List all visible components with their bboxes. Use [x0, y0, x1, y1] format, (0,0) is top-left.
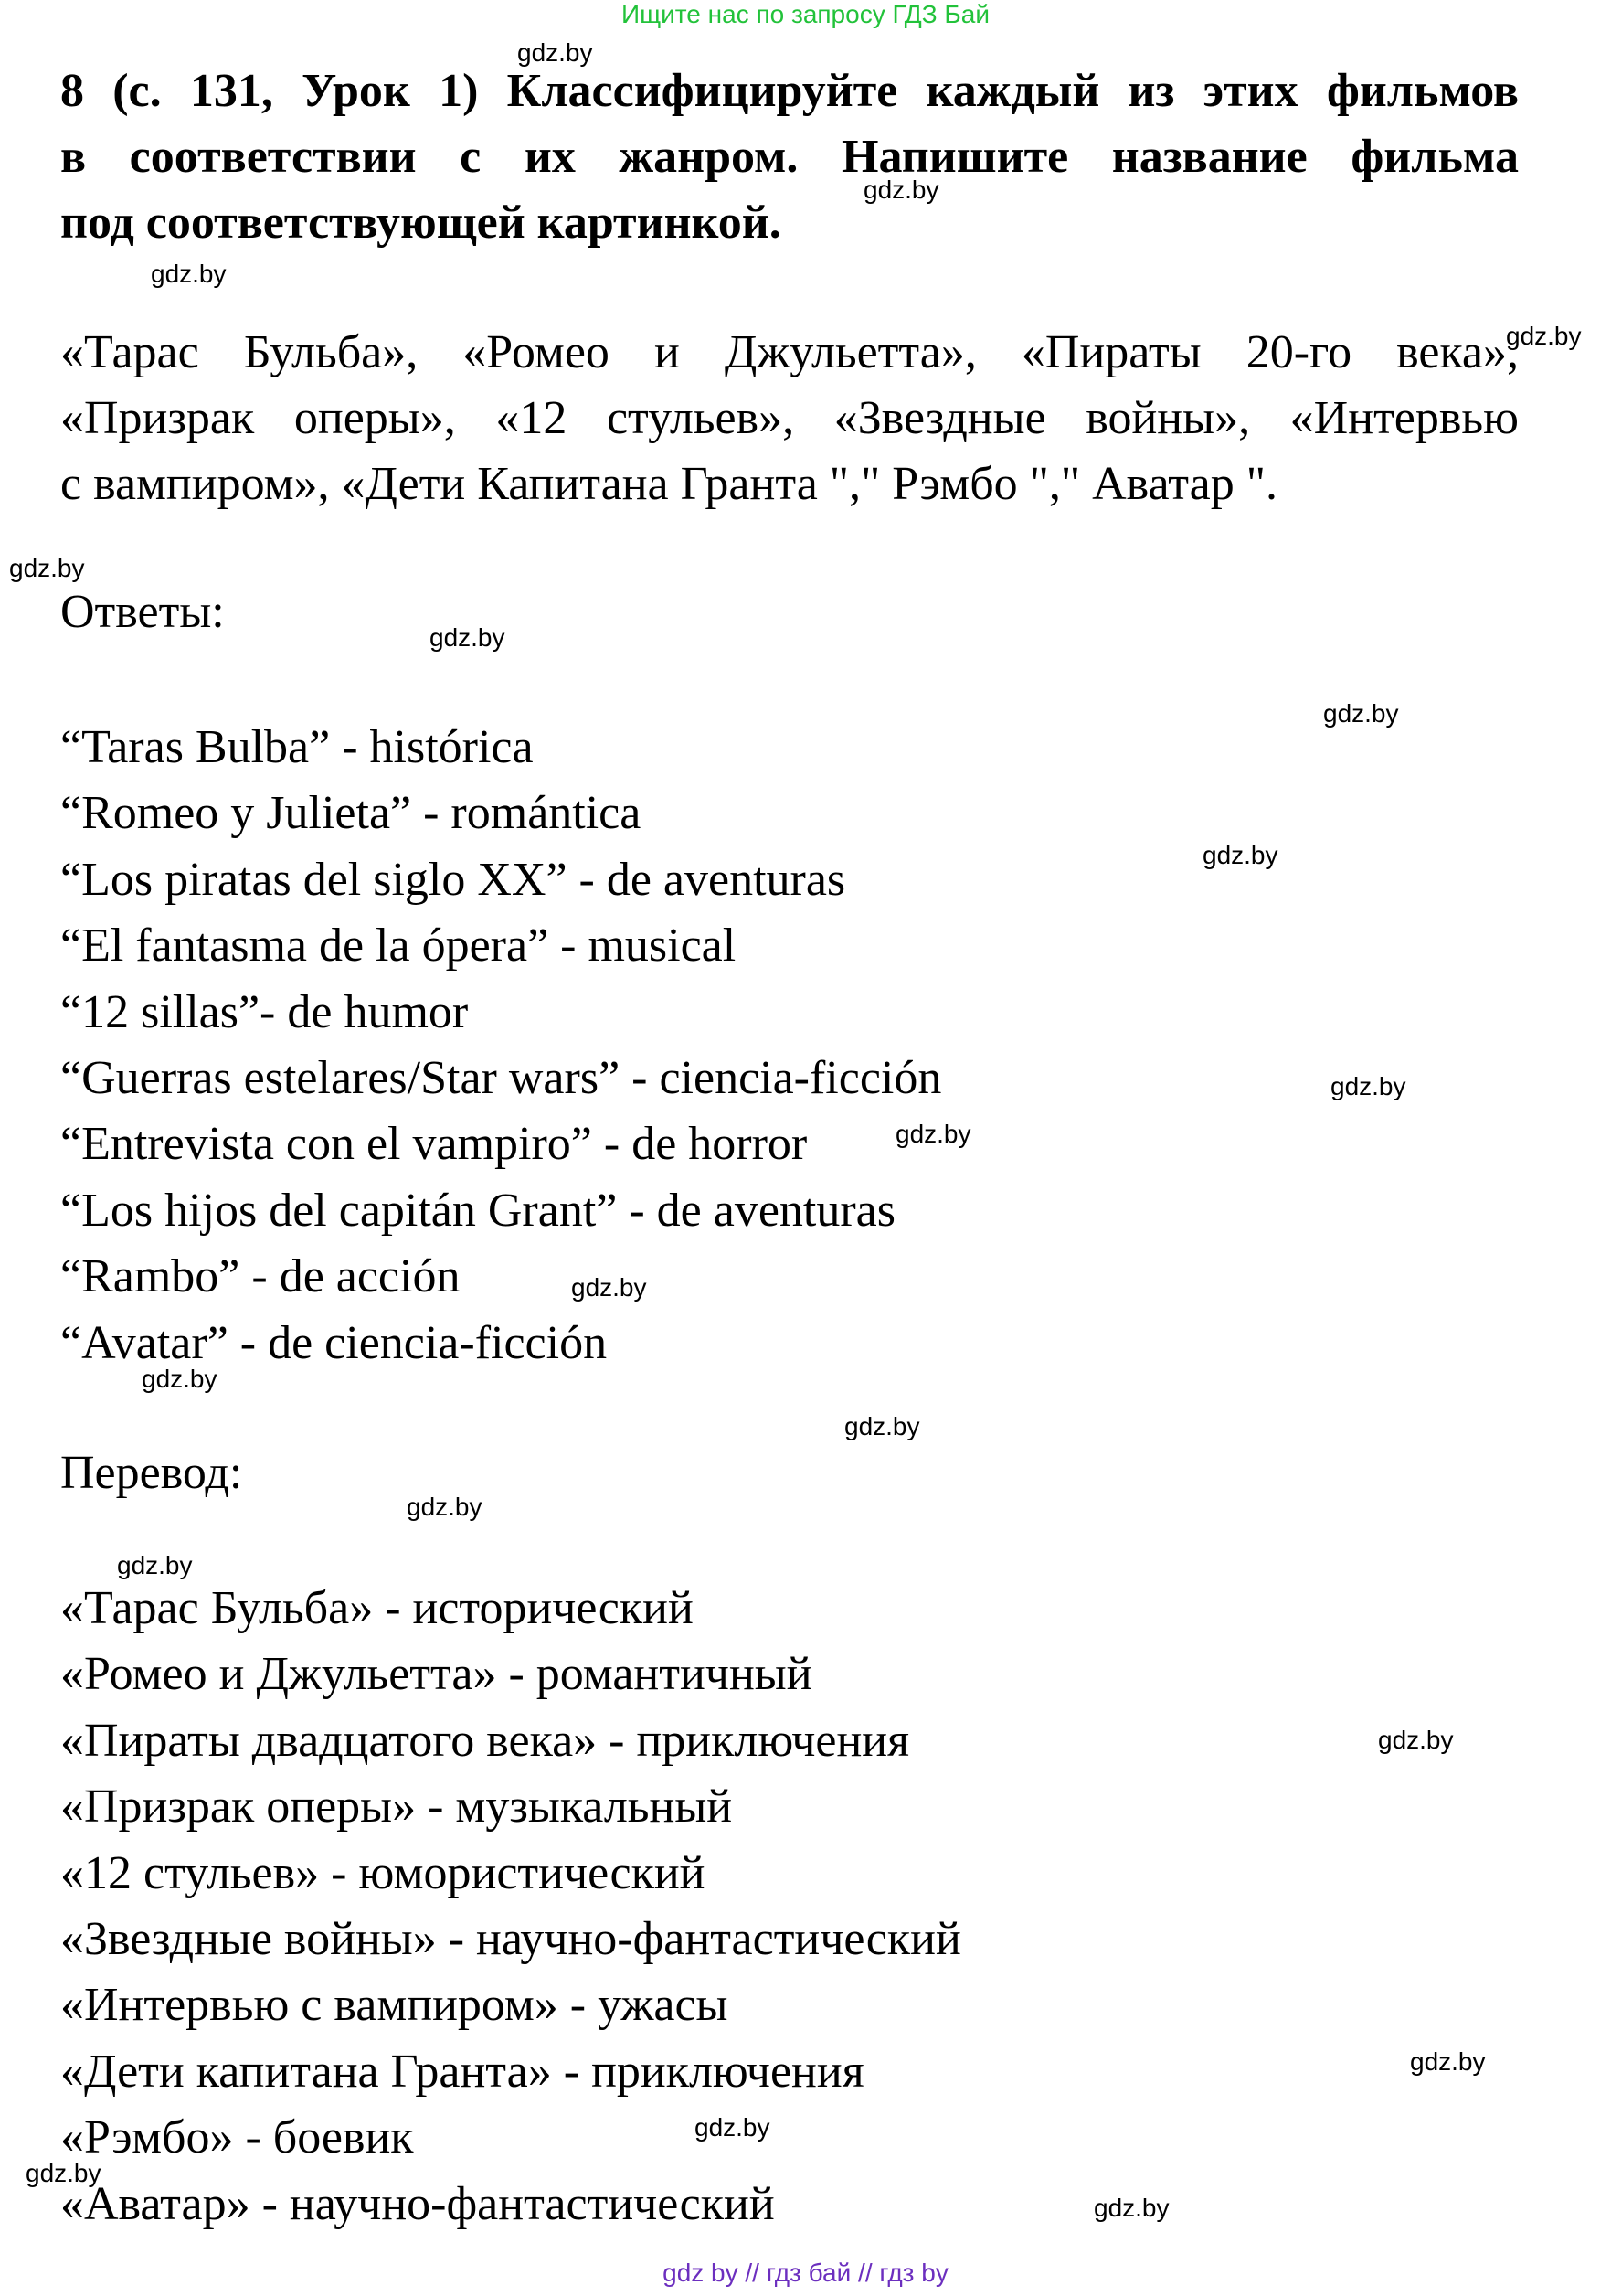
watermark: gdz.by	[1410, 2047, 1486, 2076]
answer-item: “Avatar” - de ciencia-ficción	[60, 1316, 608, 1369]
watermark: gdz.by	[117, 1551, 193, 1579]
film-list-line: с вампиром», «Дети Капитана Гранта "," Рэмбо "," Аватар ".	[60, 458, 1277, 510]
answer-item: “Romeo y Julieta” - romántica	[60, 787, 641, 840]
watermark: gdz.by	[142, 1365, 217, 1393]
watermark: gdz.by	[1323, 699, 1399, 728]
watermark: gdz.by	[1378, 1726, 1454, 1754]
answer-item: “Los hijos del capitán Grant” - de aventuras	[60, 1184, 896, 1237]
watermark: gdz.by	[1330, 1072, 1406, 1100]
watermark: gdz.by	[864, 175, 939, 204]
footer-links: gdz by // гдз бай // гдз by	[662, 2259, 949, 2287]
watermark: gdz.by	[571, 1273, 647, 1302]
search-banner: Ищите нас по запросу ГДЗ Бай	[620, 0, 991, 28]
watermark: gdz.by	[9, 554, 85, 582]
translation-item: «Ромео и Джульетта» - романтичный	[60, 1648, 812, 1701]
task-line: в соответствии с их жанром. Напишите название фильма	[60, 131, 1519, 183]
task-line: под соответствующей картинкой.	[60, 197, 781, 249]
translation-list	[60, 1576, 961, 2238]
translation-item: «Дети капитана Гранта» - приключения	[60, 2045, 864, 2098]
task-statement	[60, 58, 1519, 256]
translation-item: «Тарас Бульба» - исторический	[60, 1582, 694, 1634]
task-line: 8 (с. 131, Урок 1) Классифицируйте каждый из этих фильмов	[60, 65, 1519, 117]
answer-item: “El fantasma de la ópera” - musical	[60, 919, 737, 973]
answers-list	[60, 715, 941, 1377]
answer-item: “Rambo” - de acción	[60, 1250, 461, 1303]
answer-item: “Taras Bulba” - histórica	[60, 721, 534, 773]
translation-heading: Перевод:	[60, 1447, 243, 1499]
answer-item: “Entrevista con el vampiro” - de horror	[60, 1118, 808, 1171]
watermark: gdz.by	[517, 38, 593, 67]
film-list	[60, 320, 1519, 517]
watermark: gdz.by	[1094, 2194, 1170, 2222]
translation-item: «Рэмбо» - боевик	[60, 2111, 414, 2164]
watermark: gdz.by	[26, 2159, 101, 2187]
watermark: gdz.by	[1506, 322, 1582, 350]
answers-heading: Ответы:	[60, 586, 225, 638]
watermark: gdz.by	[407, 1493, 482, 1521]
translation-item: «Призрак оперы» - музыкальный	[60, 1780, 733, 1834]
watermark: gdz.by	[151, 260, 227, 288]
answer-item: “Los piratas del siglo XX” - de aventuras	[60, 853, 846, 906]
watermark: gdz.by	[896, 1120, 971, 1148]
watermark: gdz.by	[694, 2113, 770, 2142]
film-list-line: «Тарас Бульба», «Ромео и Джульетта», «Пираты 20-го века»,	[60, 326, 1519, 378]
translation-item: «Интервью с вампиром» - ужасы	[60, 1979, 728, 2032]
translation-item: «Аватар» - научно-фантастический	[60, 2177, 775, 2230]
watermark: gdz.by	[429, 623, 505, 652]
translation-item: «Пираты двадцатого века» - приключения	[60, 1714, 910, 1767]
answer-item: “Guerras estelares/Star wars” - ciencia-ficción	[60, 1051, 942, 1104]
translation-item: «Звездные войны» - научно-фантастический	[60, 1912, 961, 1965]
watermark: gdz.by	[844, 1412, 920, 1440]
watermark: gdz.by	[1203, 841, 1278, 869]
translation-item: «12 стульев» - юмористический	[60, 1846, 705, 1899]
answer-item: “12 sillas”- de humor	[60, 985, 469, 1038]
film-list-line: «Призрак оперы», «12 стульев», «Звездные войны», «Интервью	[60, 392, 1519, 444]
